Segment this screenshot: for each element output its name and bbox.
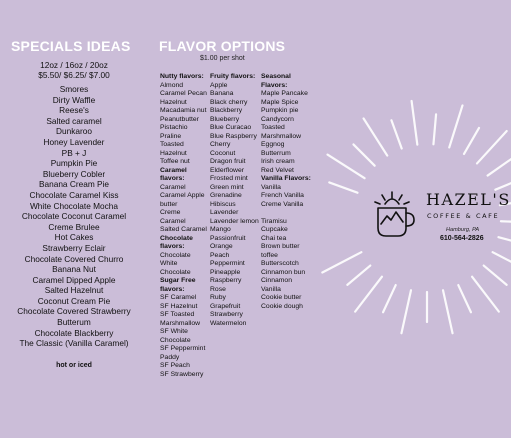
sunburst-ray [364, 118, 388, 155]
flavor-item: Toasted [261, 124, 285, 131]
flavor-category-title: Chocolate [160, 234, 193, 242]
flavor-item: Passionfruit [210, 234, 246, 242]
flavor-item: Maple Pancake [261, 90, 308, 97]
flavor-item: Hazelnut [160, 149, 187, 157]
flavor-item: Elderflower [210, 166, 244, 174]
flavor-item: Eggnog [261, 141, 285, 148]
specials-item: Banana Nut [52, 264, 96, 275]
flavor-category-title: Fruity flavors: [210, 73, 256, 80]
flavor-category-title: flavors: [160, 285, 185, 293]
flavor-item: Blackberry [210, 107, 243, 114]
flavor-item: Hazelnut [160, 98, 187, 106]
flavor-category-title: Flavors: [261, 81, 288, 89]
flavor-item: Pumpkin pie [261, 107, 299, 114]
flavor-category-title: flavors: [160, 175, 185, 182]
flavor-item: Blueberry [210, 115, 240, 123]
specials-item: Chocolate Covered Strawberry [17, 306, 131, 317]
logo-subtitle: COFFEE & CAFE [427, 212, 500, 220]
flavor-item: Salted Caramel [160, 226, 207, 233]
flavor-item: Creme [160, 209, 181, 216]
sunburst-ray [501, 221, 511, 223]
sunburst-ray [433, 114, 436, 144]
sunburst-ray [477, 131, 507, 163]
flavor-item [261, 209, 311, 218]
flavor-item: Blue Raspberry [210, 132, 257, 140]
flavor-item: Chocolate [160, 251, 191, 259]
flavor-item: Lavender lemon [210, 217, 259, 225]
flavor-item: Caramel [160, 183, 186, 191]
flavor-item: Lavender [210, 209, 239, 216]
flavor-item: Green mint [210, 183, 244, 191]
flavor-item: Cupcake [261, 226, 288, 233]
flavor-item: Chocolate [160, 336, 191, 344]
sunburst-ray [443, 290, 453, 333]
flavor-category-title: Nutty flavors: [160, 73, 204, 80]
sunburst-ray [347, 266, 370, 285]
flavor-item: butter [160, 200, 178, 208]
flavor-item: SF Strawberry [160, 370, 204, 378]
flavor-item: Creme Vanilla [261, 200, 304, 208]
logo-location: Hamburg, PA [446, 227, 480, 233]
flavor-item: Toffee nut [160, 158, 190, 165]
flavor-item: Grapefruit [210, 302, 241, 310]
specials-item: PB + J [61, 147, 87, 158]
flavor-options-heading: FLAVOR OPTIONS [159, 38, 286, 54]
specials-item: Creme Brulee [48, 221, 100, 232]
flavor-category-title: Vanilla Flavors: [261, 175, 311, 182]
specials-sizes: 12oz / 16oz / 20oz [40, 60, 108, 70]
specials-item: Salted Hazelnut [44, 285, 104, 296]
specials-item: Smores [59, 84, 89, 94]
specials-item: Chocolate Covered Churro [24, 253, 124, 264]
specials-item: Hot Cakes [54, 232, 94, 243]
flavor-item: Cinnamon [261, 277, 292, 284]
sunburst-ray [484, 266, 507, 285]
flavor-item: Maple Spice [261, 98, 299, 106]
specials-note: hot or iced [56, 361, 92, 369]
flavor-item: Caramel [160, 217, 186, 225]
flavor-item: Vanilla [261, 183, 281, 191]
specials-list [0, 84, 148, 349]
sunburst-ray [327, 155, 364, 179]
flavor-item: Chocolate [160, 268, 191, 276]
flavor-item: Irish cream [261, 158, 295, 165]
flavor-item: Cinnamon bun [261, 268, 306, 276]
specials-item: Pumpkin Pie [50, 158, 98, 169]
price-per-shot: $1.00 per shot [200, 55, 245, 62]
sunburst-ray [353, 144, 374, 165]
flavor-item: SF Caramel [160, 294, 197, 301]
flavor-item: Tiramisu [261, 217, 287, 225]
specials-item: Chocolate Caramel Kiss [29, 189, 119, 200]
flavor-item: Cookie dough [261, 302, 303, 310]
specials-item: Chocolate Blackberry [34, 327, 114, 338]
flavor-item: Macadamia nut [160, 107, 207, 114]
flavor-item: Blue Curacao [210, 124, 252, 131]
specials-item: The Classic (Vanilla Caramel) [19, 338, 129, 349]
flavor-item: Grenadine [210, 192, 242, 199]
flavor-item: Praline [160, 132, 182, 140]
specials-item: Butterum [57, 317, 91, 328]
sunburst-ray [495, 173, 511, 190]
specials-item: Caramel Dipped Apple [32, 274, 116, 285]
flavor-item: Coconut [210, 149, 236, 157]
specials-item: Reese's [59, 105, 89, 116]
flavor-item: Caramel Apple [160, 192, 205, 199]
flavor-item: Red Velvet [261, 166, 294, 174]
sunburst-ray [464, 128, 479, 154]
flavor-item: SF Toasted [160, 311, 195, 318]
flavor-item: White [160, 260, 178, 267]
sunburst-ray [412, 101, 418, 145]
flavor-item: Hibiscus [210, 200, 236, 208]
specials-item: Coconut Cream Pie [37, 295, 111, 306]
flavor-item: Ruby [210, 294, 226, 301]
flavor-item: Peanutbutter [160, 115, 199, 123]
flavor-category-title: flavors: [160, 243, 185, 250]
specials-prices: $5.50/ $6.25/ $7.00 [38, 70, 110, 80]
logo-name: HAZEL'S [426, 190, 511, 209]
flavor-item: Peppermint [210, 260, 245, 267]
flavor-item: Pistachio [160, 124, 188, 131]
coffee-cup-mountain-icon [368, 184, 426, 242]
flavor-item: Cherry [210, 141, 231, 148]
flavor-item: Mango [210, 226, 231, 233]
sunburst-ray [329, 182, 357, 192]
sunburst-ray [322, 252, 361, 272]
flavor-item: Peach [210, 251, 230, 259]
flavor-column-3 [261, 73, 311, 311]
flavor-item: Almond [160, 81, 184, 89]
flavor-item: Watermelon [210, 319, 247, 327]
specials-item: Chocolate Coconut Caramel [21, 211, 127, 222]
flavor-item: Marshmallow [160, 319, 201, 327]
sunburst-ray [449, 105, 462, 147]
specials-item: Honey Lavender [43, 136, 105, 147]
flavor-item: Frosted mint [210, 175, 248, 182]
flavor-item: SF Peach [160, 362, 190, 369]
flavor-item: Marshmallow [261, 132, 302, 140]
flavor-item: Toasted [160, 141, 184, 148]
specials-item: Strawberry Eclair [42, 242, 106, 253]
specials-item: Blueberry Cobler [42, 168, 106, 179]
specials-section [0, 60, 148, 371]
flavor-item: Orange [210, 243, 233, 250]
sunburst-ray [458, 285, 471, 312]
hazels-logo [368, 182, 511, 262]
logo-phone: 610-564-2826 [440, 235, 484, 242]
flavor-item: Caramel Pecan [160, 90, 207, 97]
flavor-item: Chai tea [261, 234, 287, 242]
flavor-item: Vanilla [261, 285, 281, 293]
flavor-column-1 [160, 73, 207, 379]
flavor-category-title: Seasonal [261, 73, 291, 80]
sunburst-ray [355, 277, 382, 312]
flavor-item: Dragon fruit [210, 158, 246, 165]
flavor-category-title: Sugar Free [160, 277, 196, 284]
flavor-item: Candycorn [261, 115, 294, 123]
flavor-item: Butterscotch [261, 260, 299, 267]
flavor-category-title: Caramel [160, 166, 187, 174]
flavor-item: Rose [210, 285, 226, 293]
flavor-item: Paddy [160, 353, 180, 361]
flavor-item: Butterrum [261, 149, 291, 157]
specials-item: White Chocolate Mocha [29, 200, 119, 211]
specials-heading: SPECIALS IDEAS [11, 38, 131, 54]
flavor-item: Cookie butter [261, 294, 302, 301]
sunburst-ray [401, 290, 411, 333]
flavor-item: Raspberry [210, 277, 242, 284]
sunburst-ray [472, 277, 499, 312]
flavor-column-2 [210, 73, 259, 328]
flavor-item: Apple [210, 81, 228, 89]
flavor-item: Strawberry [210, 311, 243, 318]
flavor-item: Black cherry [210, 98, 248, 106]
flavor-item: Brown butter [261, 243, 300, 250]
sunburst-ray [488, 158, 511, 175]
sunburst-ray [383, 285, 396, 312]
flavor-item: SF Hazelnut [160, 302, 198, 310]
flavor-item: SF Peppermint [160, 345, 206, 352]
flavor-item: French Vanilla [261, 192, 304, 199]
specials-item: Salted caramel [46, 115, 102, 126]
specials-item: Dunkaroo [56, 126, 92, 137]
sunburst-ray [391, 120, 401, 148]
flavor-item: SF White [160, 328, 188, 335]
sunburst-ray [498, 237, 511, 245]
specials-item: Banana Cream Pie [38, 179, 110, 190]
specials-item: Dirty Waffle [52, 94, 96, 105]
flavor-item: Pineapple [210, 268, 241, 276]
flavor-item: Banana [210, 90, 234, 97]
flavor-item: toffee [261, 251, 278, 259]
